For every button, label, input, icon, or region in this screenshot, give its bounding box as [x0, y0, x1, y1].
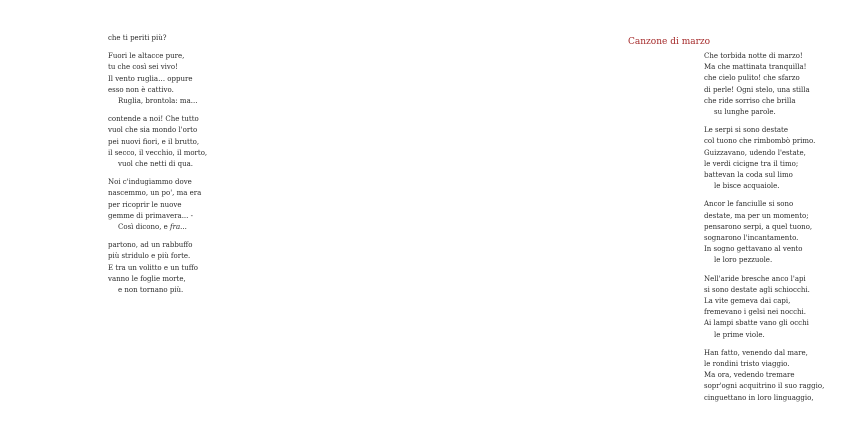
verse-line: vuol che netti di qua.	[118, 160, 194, 169]
verse-line: che ti periti più?	[108, 34, 167, 42]
verse-line: sopr'ogni acquitrino il suo raggio,	[704, 382, 825, 391]
verse-line: Così dicono, e fra...	[118, 223, 187, 232]
stanza	[108, 177, 258, 233]
verse-line: Ai lampi sbatte vano gli occhi	[704, 319, 809, 328]
verse-line: si sono destate agli schiocchi.	[704, 285, 810, 294]
right-page	[300, 0, 825, 424]
verse-line: Ma ora, vedendo tremare	[704, 371, 795, 380]
verse-line: Ancor le fanciulle si sono	[704, 200, 794, 209]
verse-line: gemme di primavera... -	[108, 211, 193, 220]
verse-line: contende a noi! Che tutto	[108, 115, 199, 124]
poem-title: Canzone di marzo	[628, 37, 711, 47]
verse-line: vanno le foglie morte,	[108, 274, 186, 283]
verse-line: Ruglia, brontola: ma...	[118, 97, 198, 106]
verse-line: Ma che mattinata tranquilla!	[704, 63, 807, 72]
left-poem-column	[108, 33, 258, 303]
verse-line: battevan la coda sul limo	[704, 171, 793, 180]
right-poem-column	[704, 51, 854, 411]
verse-line: destate, ma per un momento;	[704, 211, 809, 220]
verse-line: Fuori le altacce pure,	[108, 52, 185, 61]
stanza	[704, 348, 854, 404]
verse-line: vuol che sia mondo l'orto	[108, 126, 198, 135]
verse-line: su lunghe parole.	[714, 108, 776, 117]
verse-line: di perle! Ogni stelo, una stilla	[704, 85, 810, 94]
verse-line: Che torbida notte di marzo!	[704, 52, 803, 60]
verse-line: pei nuovi fiori, e il brutto,	[108, 137, 200, 146]
stanza	[704, 199, 854, 266]
stanza	[108, 240, 258, 296]
stanza	[704, 274, 854, 341]
verse-line: Noi c'indugiammo dove	[108, 178, 192, 187]
verse-line: Il vento ruglia… oppure	[108, 74, 193, 83]
verse-line: le bisce acquaiole.	[714, 182, 780, 191]
stanza	[108, 33, 258, 44]
left-page	[0, 0, 300, 424]
stanza	[108, 114, 258, 170]
stanza	[108, 51, 258, 107]
verse-line: pensarono serpi, a quel tuono,	[704, 222, 813, 231]
verse-line: In sogno gettavano al vento	[704, 245, 803, 254]
verse-line: Le serpi si sono destate	[704, 126, 789, 135]
verse-line: tu che così sei vivo!	[108, 63, 178, 72]
verse-line: le loro pezzuole.	[714, 256, 773, 265]
verse-line: che ride sorriso che brilla	[704, 96, 796, 105]
verse-line: partono, ad un rabbuffo	[108, 241, 193, 250]
verse-line: e non tornano più.	[118, 286, 184, 295]
verse-line: sognarono l'incantamento.	[704, 234, 799, 243]
verse-line: il secco, il vecchio, il morto,	[108, 148, 208, 157]
stanza	[704, 125, 854, 192]
verse-line: Han fatto, venendo dal mare,	[704, 348, 808, 357]
verse-line: La vite gemeva dai capi,	[704, 297, 791, 306]
verse-line: col tuono che rimbombò primo.	[704, 137, 816, 146]
verse-line: E tra un volitto e un tuffo	[108, 263, 198, 272]
verse-line: le prime viole.	[714, 330, 765, 339]
verse-line: per ricoprir le nuove	[108, 200, 182, 209]
stanza	[704, 51, 854, 118]
verse-line: esso non è cattivo.	[108, 85, 174, 94]
verse-line: cinguettano in loro linguaggio,	[704, 393, 814, 402]
verse-line: nascemmo, un po', ma era	[108, 189, 202, 198]
verse-line: più stridulo e più forte.	[108, 252, 191, 261]
verse-line: fremevano i gelsi nei nocchi.	[704, 308, 806, 317]
verse-line: Guizzavano, udendo l'estate,	[704, 148, 806, 157]
verse-line: le rondini tristo viaggio.	[704, 360, 790, 369]
verse-line: Nell'aride bresche anco l'api	[704, 274, 806, 283]
verse-line: le verdi cicigne tra il timo;	[704, 159, 799, 168]
verse-line: che cielo pulito! che sfarzo	[704, 74, 800, 83]
